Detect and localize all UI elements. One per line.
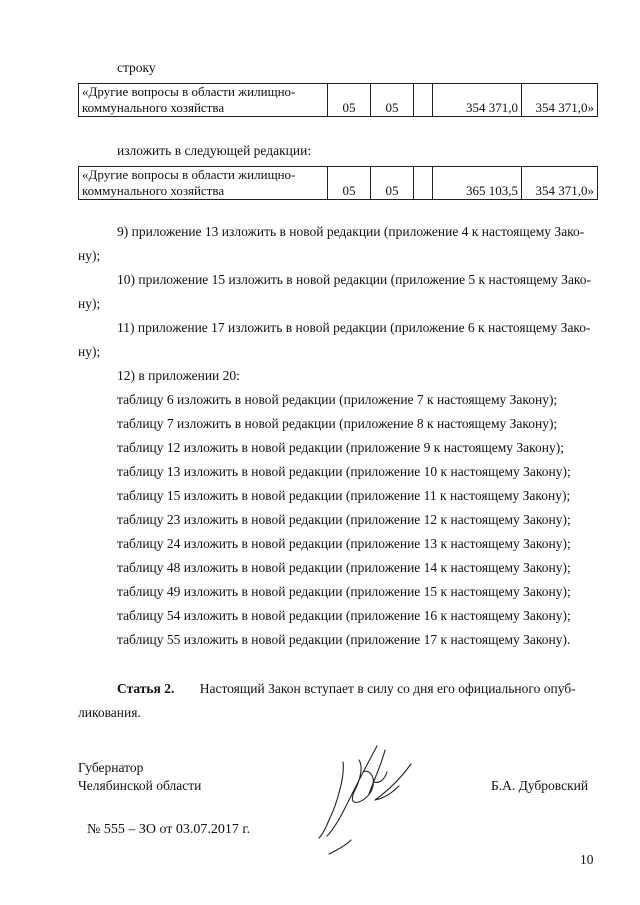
table-cell-section: 05 — [328, 167, 371, 200]
table-cell-section: 05 — [328, 84, 371, 117]
table-cell-value-2: 354 371,0» — [522, 167, 598, 200]
table-row — [79, 167, 598, 200]
item-line: ну); — [78, 248, 101, 263]
page-number: 10 — [580, 852, 594, 867]
table-cell-value-2: 354 371,0» — [522, 84, 598, 117]
item-9 — [78, 220, 598, 268]
table-cell-name — [79, 84, 328, 117]
intro-word: строку — [117, 60, 156, 75]
name-line: «Другие вопросы в области жилищно- — [82, 167, 296, 182]
name-line: «Другие вопросы в области жилищно- — [82, 84, 296, 99]
item-line: 9) приложение 13 изложить в новой редакции (приложение 4 к настоящему Зако- — [117, 224, 585, 239]
budget-table-old — [78, 83, 598, 117]
article-label: Статья 2. — [117, 681, 175, 696]
governor-name: Б.А. Дубровский — [491, 778, 589, 793]
item-12-header: 12) в приложении 20: — [117, 368, 240, 383]
item-11 — [78, 316, 598, 364]
table-cell-empty — [414, 167, 433, 200]
item-line: 11) приложение 17 изложить в новой редакции (приложение 6 к настоящему Зако- — [117, 320, 591, 335]
table-replacement-line: таблицу 55 изложить в новой редакции (приложение 17 к настоящему Закону). — [117, 632, 571, 647]
article-paragraph — [117, 681, 576, 697]
table-replacement-line: таблицу 7 изложить в новой редакции (приложение 8 к настоящему Закону); — [117, 416, 558, 431]
table-replacement-line: таблицу 6 изложить в новой редакции (приложение 7 к настоящему Закону); — [117, 392, 558, 407]
table-replacement-line: таблицу 23 изложить в новой редакции (приложение 12 к настоящему Закону); — [117, 512, 571, 527]
table-cell-empty — [414, 84, 433, 117]
table-replacement-line: таблицу 12 изложить в новой редакции (приложение 9 к настоящему Закону); — [117, 440, 565, 455]
table-cell-name — [79, 167, 328, 200]
table-cell-subsection: 05 — [371, 167, 414, 200]
table-cell-value-1: 354 371,0 — [433, 84, 522, 117]
governor-region: Челябинской области — [78, 778, 202, 793]
middle-text: изложить в следующей редакции: — [117, 143, 312, 158]
name-line: коммунального хозяйства — [82, 100, 225, 115]
item-line: ну); — [78, 296, 101, 311]
table-cell-value-1: 365 103,5 — [433, 167, 522, 200]
table-replacement-line: таблицу 15 изложить в новой редакции (приложение 11 к настоящему Закону); — [117, 488, 571, 503]
budget-table-new — [78, 166, 598, 200]
table-cell-subsection: 05 — [371, 84, 414, 117]
item-line: ну); — [78, 344, 101, 359]
table-replacement-line: таблицу 54 изложить в новой редакции (приложение 16 к настоящему Закону); — [117, 608, 571, 623]
item-10 — [78, 268, 598, 316]
article-text: Настоящий Закон вступает в силу со дня его официального опуб- — [199, 681, 576, 696]
table-replacement-line: таблицу 48 изложить в новой редакции (приложение 14 к настоящему Закону); — [117, 560, 571, 575]
table-replacement-line: таблицу 24 изложить в новой редакции (приложение 13 к настоящему Закону); — [117, 536, 571, 551]
handwritten-signature — [315, 742, 425, 857]
item-line: 10) приложение 15 изложить в новой редакции (приложение 5 к настоящему Зако- — [117, 272, 592, 287]
table-replacement-line: таблицу 49 изложить в новой редакции (приложение 15 к настоящему Закону); — [117, 584, 571, 599]
name-line: коммунального хозяйства — [82, 183, 225, 198]
article-text-continuation: ликования. — [78, 705, 141, 720]
governor-title: Губернатор — [78, 760, 144, 775]
table-replacement-line: таблицу 13 изложить в новой редакции (приложение 10 к настоящему Закону); — [117, 464, 571, 479]
table-row — [79, 84, 598, 117]
law-number: № 555 – ЗО от 03.07.2017 г. — [87, 822, 251, 837]
